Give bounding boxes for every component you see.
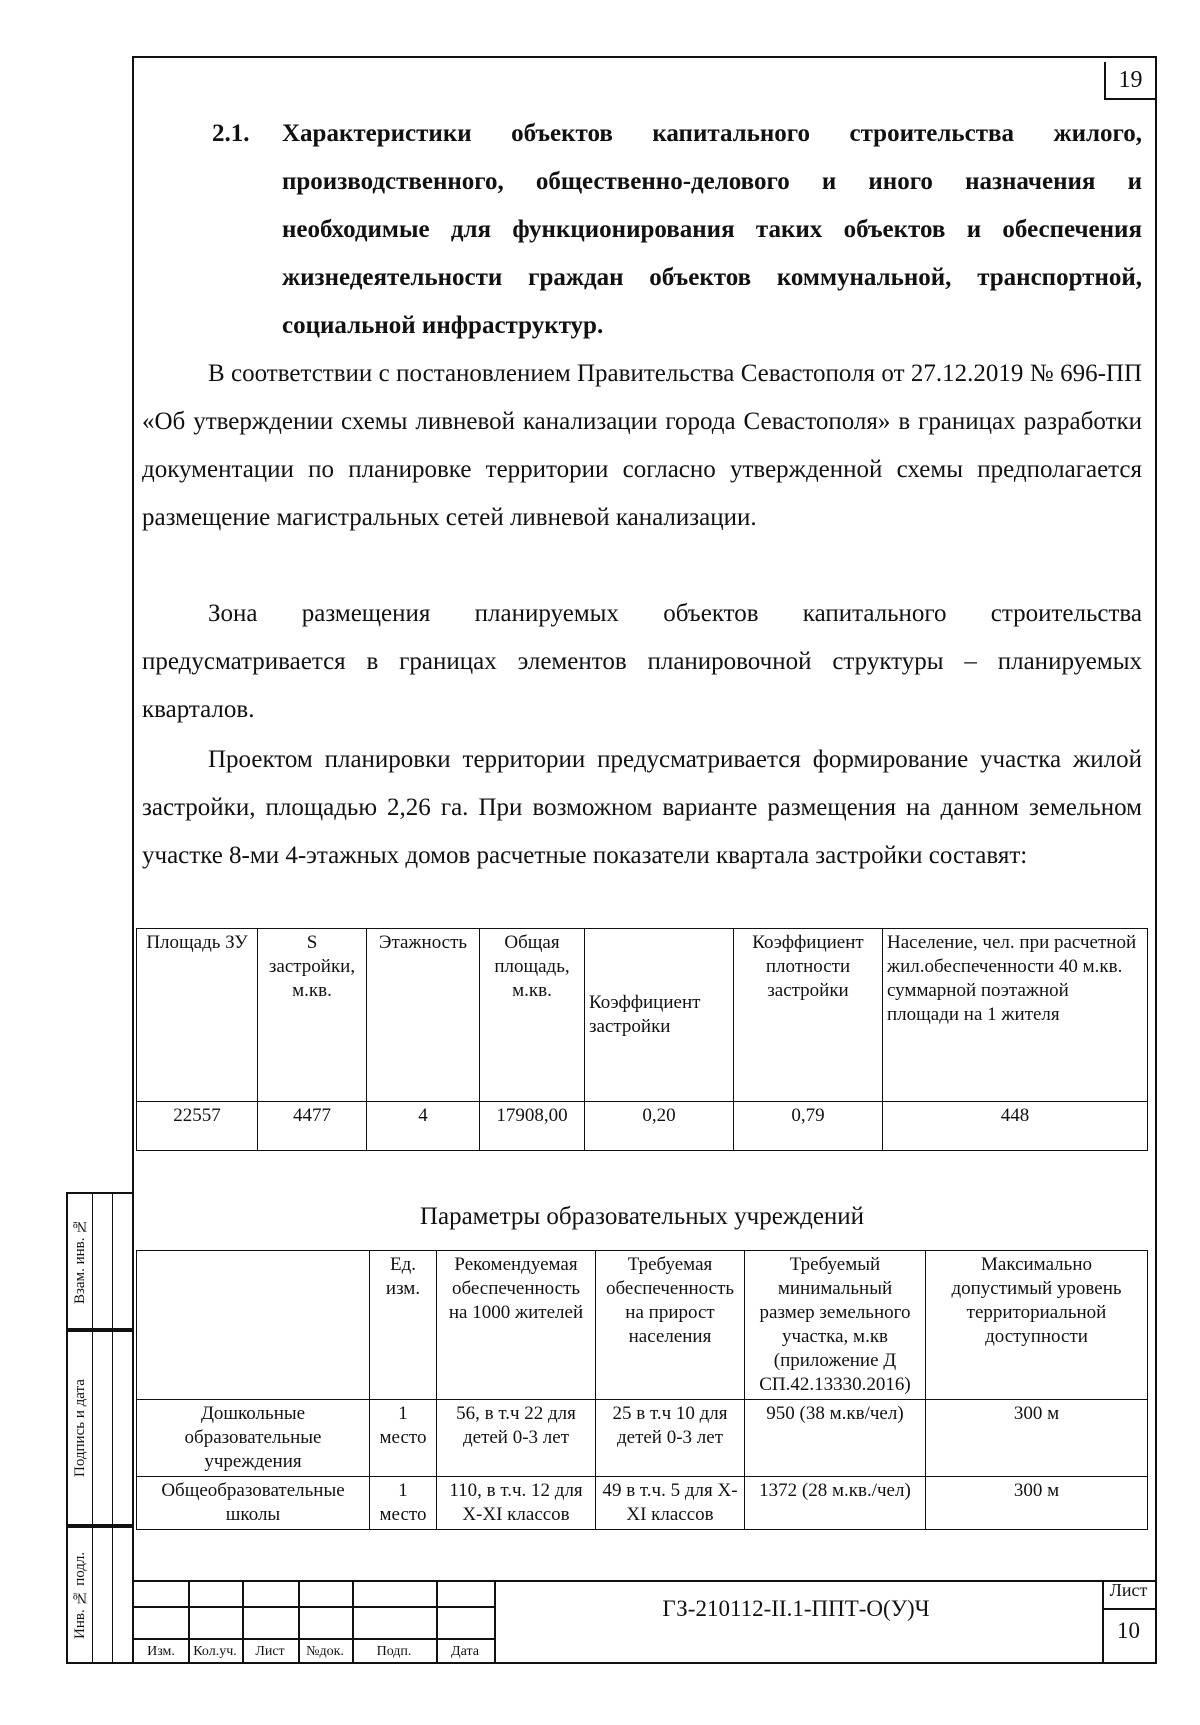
title-block-col: Лист (255, 1644, 285, 1659)
table-cell: 300 м (926, 1400, 1148, 1477)
table-cell: 22557 (137, 1102, 258, 1151)
table-header-cell: Этажность (367, 929, 480, 1102)
table-cell: Общеобразовательные школы (137, 1477, 370, 1530)
title-block-col: Подп. (376, 1644, 412, 1659)
table-row (137, 1477, 1148, 1530)
table-cell: 25 в т.ч 10 для детей 0-3 лет (596, 1400, 745, 1477)
table-cell: 0,79 (734, 1102, 883, 1151)
sheet-label: Лист (1109, 1580, 1148, 1600)
table-header-cell: Требуемый минимальный размер земельного участка, м.кв (приложение Д СП.42.13330.2016) (745, 1251, 926, 1400)
table-header-cell: Население, чел. при расчетной жил.обеспеченности 40 м.кв. суммарной поэтажной площади на 1 жителя (883, 929, 1148, 1102)
stamp-podpis (66, 1330, 132, 1526)
table-header-cell: Коэффициент застройки (585, 929, 734, 1102)
education-table (136, 1250, 1148, 1530)
paragraph-2: Зона размещения планируемых объектов капитального строительства предусматривается в границах элементов планировочной структуры – планируемых кварталов. (142, 600, 1142, 723)
table-header-cell (137, 1251, 370, 1400)
table-row (137, 1400, 1148, 1477)
document-code: ГЗ-210112-II.1-ППТ-О(У)Ч (662, 1596, 930, 1621)
section-heading (212, 110, 1142, 350)
table-cell: 4 (367, 1102, 480, 1151)
table-cell: 300 м (926, 1477, 1148, 1530)
table-header-cell: S застройки, м.кв. (258, 929, 367, 1102)
stamp-vzam (66, 1192, 132, 1330)
table-cell: 1 место (370, 1477, 437, 1530)
table-cell: 0,20 (585, 1102, 734, 1151)
table-header-cell: Рекомендуемая обеспеченность на 1000 жителей (437, 1251, 596, 1400)
table-cell: 1 место (370, 1400, 437, 1477)
title-block-col: №док. (306, 1644, 344, 1659)
table-cell: 1372 (28 м.кв./чел) (745, 1477, 926, 1530)
page-number: 19 (1104, 62, 1155, 100)
table-row (137, 1102, 1148, 1151)
title-block-col: Дата (451, 1644, 479, 1659)
table-cell: 49 в т.ч. 5 для X-XI классов (596, 1477, 745, 1530)
table-header-cell: Ед. изм. (370, 1251, 437, 1400)
stamp-label: Инв. № подл. (72, 1551, 88, 1639)
table-header-cell: Коэффициент плотности застройки (734, 929, 883, 1102)
indicators-table (136, 928, 1148, 1151)
paragraph-3: Проектом планировки территории предусматривается формирование участка жилой застройки, площадью 2,26 га. При возможном варианте размещения на данном земельном участке 8-ми 4-этажных домов расчетные показатели квартала застройки составят: (142, 746, 1142, 869)
stamp-inv (66, 1526, 132, 1664)
stamp-label: Подпись и дата (72, 1379, 88, 1477)
table-header-cell: Площадь ЗУ (137, 929, 258, 1102)
section-title: Характеристики объектов капитального строительства жилого, производственного, общественно-делового и иного назначения и необходимые для функционирования таких объектов и обеспечения жизнедеятельности граждан объектов коммунальной, транспортной, социальной инфраструктур. (282, 120, 1142, 339)
table-cell: 4477 (258, 1102, 367, 1151)
table-header-row (137, 1251, 1148, 1400)
table-cell: 448 (883, 1102, 1148, 1151)
paragraph-1: В соответствии с постановлением Правительства Севастополя от 27.12.2019 № 696-ПП «Об утверждении схемы ливневой канализации города Севастополя» в границах разработки документации по планировке территории согласно утвержденной схемы предполагается размещение магистральных сетей ливневой канализации. (142, 360, 1142, 531)
sheet-number: 10 (1117, 1618, 1140, 1643)
title-block-col: Кол.уч. (193, 1644, 237, 1659)
table-header-row (137, 929, 1148, 1102)
table-header-cell: Общая площадь, м.кв. (480, 929, 585, 1102)
table-title: Параметры образовательных учреждений (419, 1203, 865, 1230)
table-cell: 56, в т.ч 22 для детей 0-3 лет (437, 1400, 596, 1477)
section-number: 2.1. (212, 120, 250, 147)
table-header-cell: Требуемая обеспеченность на прирост населения (596, 1251, 745, 1400)
table-header-cell: Максимально допустимый уровень территориальной доступности (926, 1251, 1148, 1400)
table-cell: Дошкольные образовательные учреждения (137, 1400, 370, 1477)
table-cell: 950 (38 м.кв/чел) (745, 1400, 926, 1477)
table-cell: 110, в т.ч. 12 для X-XI классов (437, 1477, 596, 1530)
title-block-col: Изм. (147, 1644, 175, 1659)
stamp-label: Взам. инв. № (72, 1217, 88, 1305)
table-cell: 17908,00 (480, 1102, 585, 1151)
